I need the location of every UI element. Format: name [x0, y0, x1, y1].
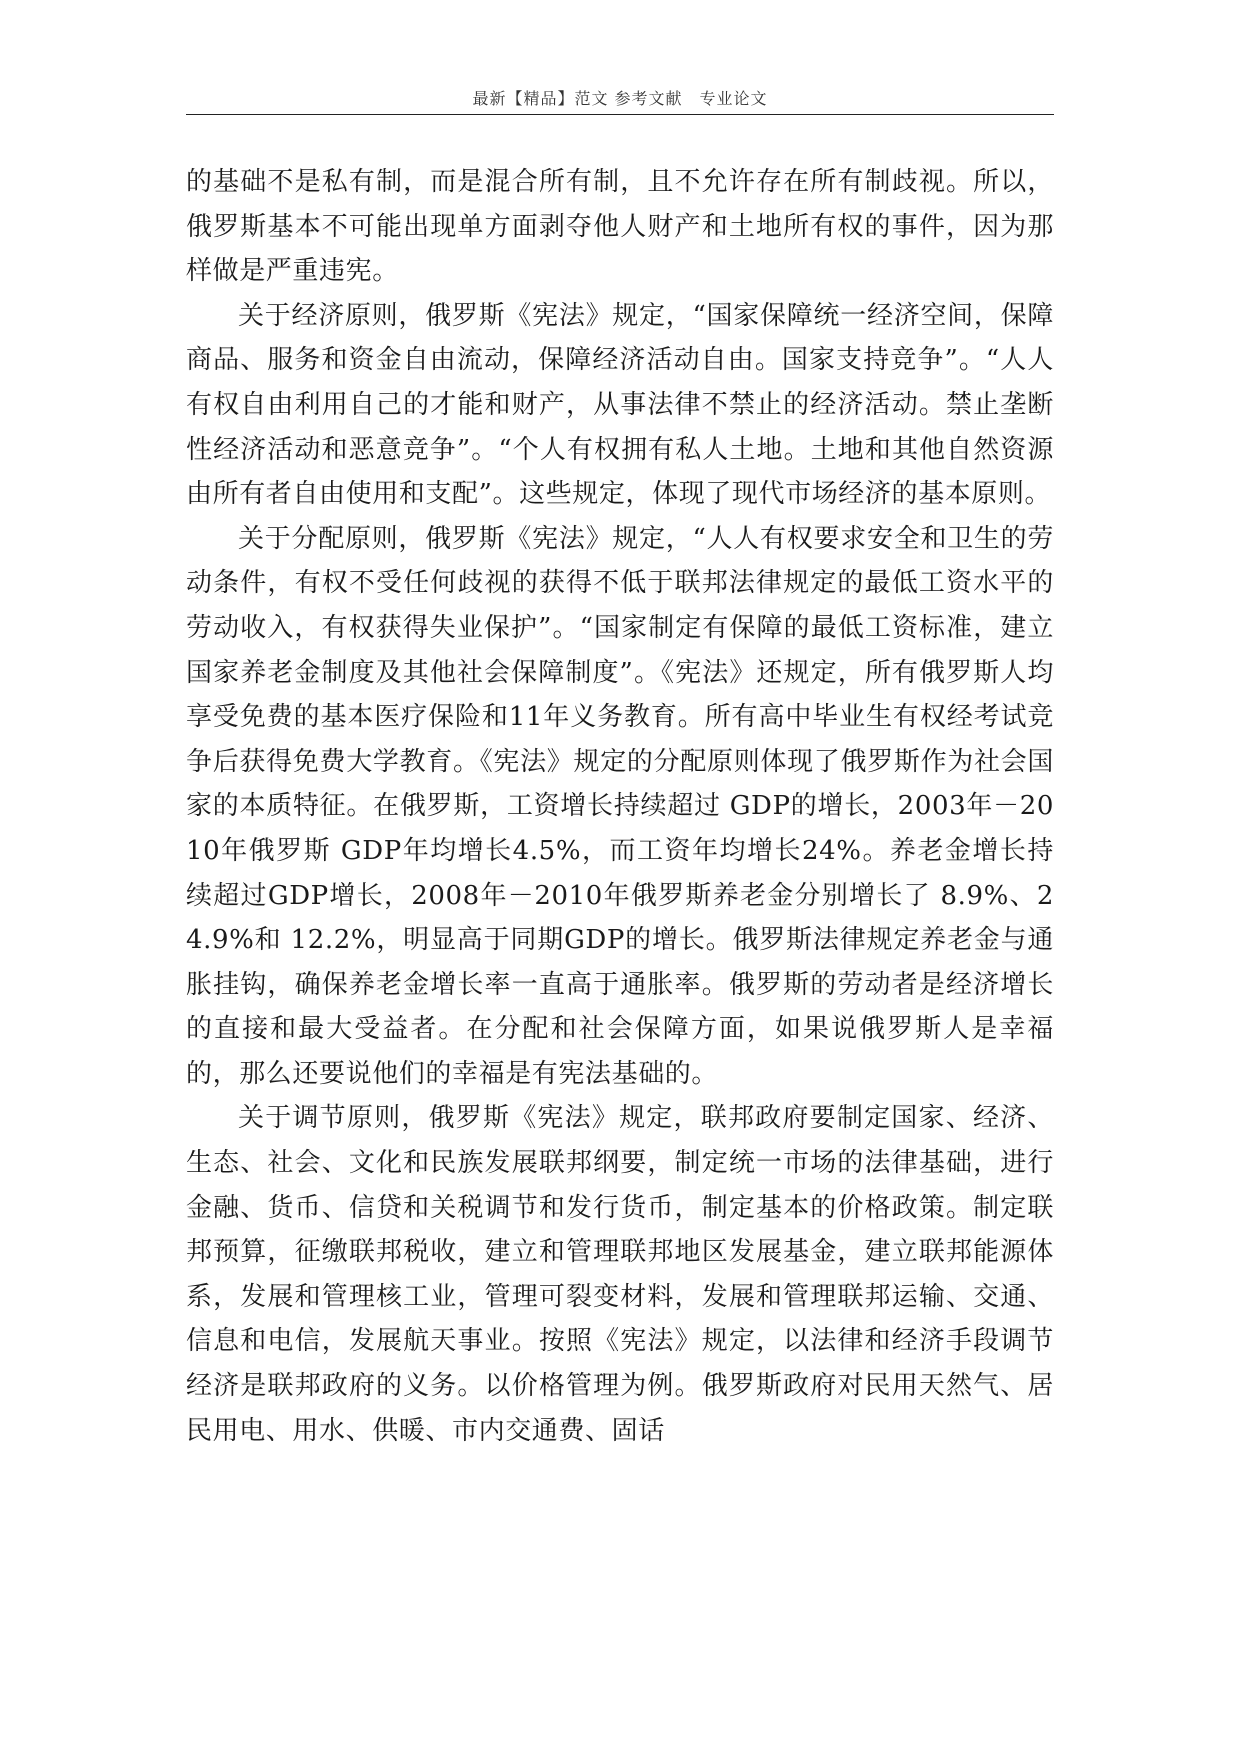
page-header: 最新【精品】范文 参考文献 专业论文	[472, 89, 768, 108]
paragraph-4: 关于调节原则，俄罗斯《宪法》规定，联邦政府要制定国家、经济、生态、社会、文化和民族发展联邦纲要，制定统一市场的法律基础，进行金融、货币、信贷和关税调节和发行货币，制定基本的价格政策。制定联邦预算，征缴联邦税收，建立和管理联邦地区发展基金，建立联邦能源体系，发展和管理核工业，管理可裂变材料，发展和管理联邦运输、交通、信息和电信，发展航天事业。按照《宪法》规定，以法律和经济手段调节经济是联邦政府的义务。以价格管理为例。俄罗斯政府对民用天然气、居民用电、用水、供暖、市内交通费、固话	[186, 1103, 1054, 1446]
paragraph-1: 的基础不是私有制，而是混合所有制，且不允许存在所有制歧视。所以，俄罗斯基本不可能出现单方面剥夺他人财产和土地所有权的事件，因为那样做是严重违宪。	[186, 167, 1054, 287]
header-rule	[186, 114, 1054, 115]
paragraph-2: 关于经济原则，俄罗斯《宪法》规定，“国家保障统一经济空间，保障商品、服务和资金自由流动，保障经济活动自由。国家支持竞争”。“人人有权自由利用自己的才能和财产，从事法律不禁止的经济活动。禁止垄断性经济活动和恶意竞争”。“个人有权拥有私人土地。土地和其他自然资源由所有者自由使用和支配”。这些规定，体现了现代市场经济的基本原则。	[186, 300, 1054, 510]
document-body	[186, 160, 1054, 1453]
paragraph-3: 关于分配原则，俄罗斯《宪法》规定，“人人有权要求安全和卫生的劳动条件，有权不受任何歧视的获得不低于联邦法律规定的最低工资水平的劳动收入，有权获得失业保护”。“国家制定有保障的最低工资标准，建立国家养老金制度及其他社会保障制度”。《宪法》还规定，所有俄罗斯人均享受免费的基本医疗保险和11年义务教育。所有高中毕业生有权经考试竞争后获得免费大学教育。《宪法》规定的分配原则体现了俄罗斯作为社会国家的本质特征。在俄罗斯，工资增长持续超过 GDP的增长，2003年－2010年俄罗斯 GDP年均增长4.5%，而工资年均增长24%。养老金增长持续超过GDP增长，2008年－2010年俄罗斯养老金分别增长了 8.9%、24.9%和 12.2%，明显高于同期GDP的增长。俄罗斯法律规定养老金与通胀挂钩，确保养老金增长率一直高于通胀率。俄罗斯的劳动者是经济增长的直接和最大受益者。在分配和社会保障方面，如果说俄罗斯人是幸福的，那么还要说他们的幸福是有宪法基础的。	[186, 523, 1054, 1089]
